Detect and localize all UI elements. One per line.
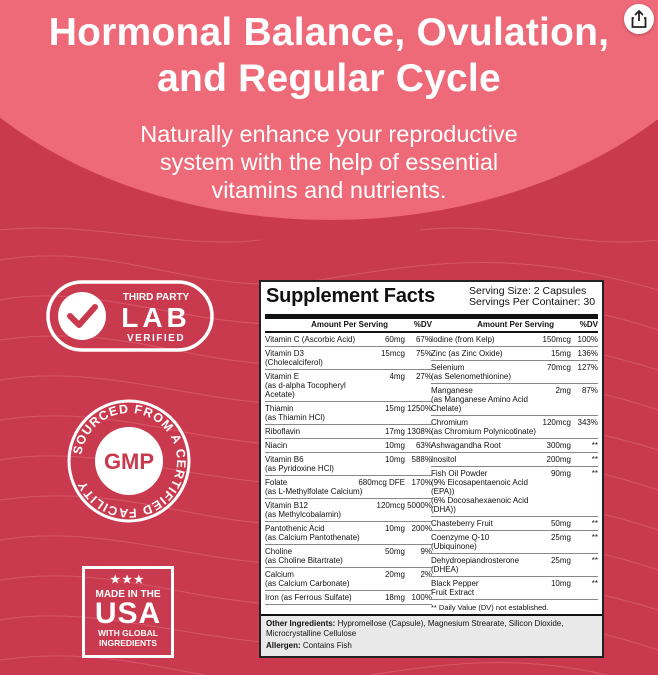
nutrient-amount: 70mcg [546, 363, 571, 372]
nutrient-source: (Ubiquinone) [431, 542, 477, 551]
usa-line-4: INGREDIENTS [98, 638, 158, 648]
nutrient-dv: 200% [411, 524, 432, 533]
nutrient-source: (as Selenomethionine) [431, 372, 512, 381]
nutrient-source: (as Calcium Pantothenate) [265, 533, 360, 542]
nutrient-amount: 18mg [384, 593, 405, 602]
nutrient-amount: 60mg [384, 335, 405, 344]
facts-row [265, 453, 432, 476]
nutrient-source: (DHEA) [431, 565, 459, 574]
nutrient-dv: 27% [415, 372, 432, 381]
nutrient-dv: 127% [577, 363, 598, 372]
facts-row [265, 402, 432, 425]
nutrient-amount: 680mcg DFE [358, 478, 405, 487]
nutrient-source: (as L-Methylfolate Calcium) [265, 487, 363, 496]
facts-row [431, 361, 598, 384]
facts-row [431, 347, 598, 361]
nutrient-amount: 2mg [555, 386, 571, 395]
gmp-ring-text: SOURCED FROM A CERTIFIED FACILITY [70, 401, 189, 521]
nutrient-name: Folate [265, 478, 288, 487]
headline [0, 10, 658, 102]
share-icon [631, 10, 647, 28]
nutrient-name: Choline [265, 547, 293, 556]
facts-row [431, 517, 598, 531]
nutrient-dv: 170% [411, 478, 432, 487]
column-header [431, 319, 598, 333]
nutrient-dv: 1308% [407, 427, 432, 436]
nutrient-amount: 15mcg [380, 349, 405, 358]
nutrient-dv: 2% [420, 570, 432, 579]
nutrient-dv: ** [591, 469, 598, 478]
facts-row [431, 467, 598, 517]
nutrient-amount: 120mcg [542, 418, 571, 427]
nutrient-source: (as Choline Bitartrate) [265, 556, 343, 565]
supplement-facts-title: Supplement Facts [266, 285, 436, 307]
usa-line-3: WITH GLOBAL [98, 628, 158, 638]
nutrient-dv: ** [591, 455, 598, 464]
nutrient-dv: ** [591, 519, 598, 528]
gmp-certified-badge [66, 398, 192, 524]
allergen-label: Allergen: [266, 641, 301, 650]
facts-row [431, 453, 598, 467]
nutrient-name: Vitamin B6 [265, 455, 304, 464]
nutrient-name: Fish Oil Powder [431, 469, 488, 478]
facts-column-left [265, 319, 432, 605]
facts-column-right [431, 319, 598, 612]
serving-info [469, 286, 595, 308]
facts-row [265, 591, 432, 605]
lab-badge-top-text: THIRD PARTY [122, 292, 190, 303]
nutrient-amount: 300mg [546, 441, 571, 450]
nutrient-source: (as Chromium Polynicotinate) [431, 427, 536, 436]
nutrient-name: Pantothenic Acid [265, 524, 325, 533]
nutrient-name: Chasteberry Fruit [431, 519, 493, 528]
nutrient-dv: 75% [415, 349, 432, 358]
dv-header: %DV [579, 320, 598, 329]
nutrient-amount: 15mg [550, 349, 571, 358]
other-ingredients-label: Other Ingredients: [266, 619, 336, 628]
dv-header: %DV [413, 320, 432, 329]
share-button[interactable] [624, 4, 654, 34]
nutrient-source: (as Methylcobalamin) [265, 510, 342, 519]
nutrient-amount: 4mg [389, 372, 405, 381]
facts-row [265, 568, 432, 591]
nutrient-source: (as Manganese Amino Acid Chelate) [431, 395, 528, 413]
nutrient-source: (Cholecalciferol) [265, 358, 323, 367]
nutrient-name: Inositol [431, 455, 457, 464]
nutrient-name: Vitamin C (Ascorbic Acid) [265, 335, 356, 344]
nutrient-amount: 10mg [384, 524, 405, 533]
nutrient-name: Iodine (from Kelp) [431, 335, 495, 344]
nutrient-name: Vitamin D3 [265, 349, 304, 358]
other-ingredients-text: Hypromellose (Capsule), Magnesium Strearate, Silicon Dioxide, Microcrystalline Cellulose [266, 619, 564, 638]
nutrient-name: Calcium [265, 570, 294, 579]
nutrient-amount: 10mg [384, 455, 405, 464]
subheadline-line-1: Naturally enhance your reproductive [140, 121, 518, 147]
serving-size: Serving Size: 2 Capsules [469, 285, 587, 297]
headline-line-1: Hormonal Balance, Ovulation, [48, 11, 610, 54]
usa-stars: ★★★ [110, 574, 146, 586]
made-in-usa-badge [82, 566, 174, 658]
nutrient-source: (9% Eicosapentaenoic Acid (EPA)) [431, 478, 528, 496]
nutrient-name: Thiamin [265, 404, 294, 413]
nutrient-dv: ** [591, 533, 598, 542]
facts-row [265, 522, 432, 545]
usa-line-1: MADE IN THE [95, 589, 161, 600]
nutrient-source: (6% Docosahexaenoic Acid (DHA)) [431, 496, 529, 514]
facts-row [265, 476, 432, 499]
nutrient-source: (as Calcium Carbonate) [265, 579, 350, 588]
lab-badge-bottom-text: VERIFIED [126, 333, 186, 344]
gmp-center-text: GMP [103, 449, 155, 474]
subheadline-line-3: vitamins and nutrients. [211, 177, 447, 203]
nutrient-name: Selenium [431, 363, 465, 372]
facts-row [431, 531, 598, 554]
facts-row [265, 333, 432, 347]
nutrient-name: Ashwagandha Root [431, 441, 501, 450]
nutrient-dv: 100% [577, 335, 598, 344]
nutrient-dv: 9% [420, 547, 432, 556]
nutrient-name: Vitamin B12 [265, 501, 308, 510]
facts-row [431, 439, 598, 453]
nutrient-name: Vitamin E [265, 372, 300, 381]
nutrient-dv: 1250% [407, 404, 432, 413]
nutrient-amount: 25mg [550, 533, 571, 542]
nutrient-amount: 25mg [550, 556, 571, 565]
facts-row [265, 425, 432, 439]
subheadline [0, 120, 658, 204]
facts-row [431, 577, 598, 600]
lab-badge-mid-text: LAB [121, 302, 191, 333]
nutrient-dv: 136% [577, 349, 598, 358]
nutrient-amount: 150mcg [542, 335, 571, 344]
nutrient-amount: 20mg [384, 570, 405, 579]
facts-row [431, 554, 598, 577]
nutrient-amount: 200mg [546, 455, 571, 464]
nutrient-amount: 120mcg [376, 501, 405, 510]
nutrient-name: Dehydroepiandrosterone [431, 556, 520, 565]
nutrient-dv: 63% [415, 441, 432, 450]
facts-row [265, 347, 432, 370]
headline-line-2: and Regular Cycle [157, 57, 501, 100]
facts-row [265, 499, 432, 522]
nutrient-dv: 67% [415, 335, 432, 344]
facts-row [265, 370, 432, 402]
nutrient-name: Iron (as Ferrous Sulfate) [265, 593, 352, 602]
facts-row [265, 439, 432, 453]
nutrient-dv: ** [591, 579, 598, 588]
third-party-lab-verified-badge [46, 280, 214, 352]
facts-row [431, 384, 598, 416]
nutrient-name: Riboflavin [265, 427, 301, 436]
nutrient-name: Coenzyme Q-10 [431, 533, 490, 542]
nutrient-dv: 100% [411, 593, 432, 602]
nutrient-dv: 5000% [407, 501, 432, 510]
nutrient-dv: 588% [411, 455, 432, 464]
usa-line-2: USA [94, 597, 162, 630]
nutrient-amount: 50mg [384, 547, 405, 556]
facts-row [431, 416, 598, 439]
servings-per-container: Servings Per Container: 30 [469, 296, 596, 308]
nutrient-amount: 10mg [384, 441, 405, 450]
supplement-facts-panel [259, 280, 604, 658]
facts-row [431, 333, 598, 347]
nutrient-name: Black Pepper [431, 579, 479, 588]
nutrient-dv: 343% [577, 418, 598, 427]
nutrient-source: (as d-alpha Tocopheryl Acetate) [265, 381, 346, 399]
allergen-text: Contains Fish [302, 641, 352, 650]
dv-footnote: ** Daily Value (DV) not established. [431, 603, 549, 612]
nutrient-name: Niacin [265, 441, 288, 450]
column-header [265, 319, 432, 333]
nutrient-source: (as Pyridoxine HCl) [265, 464, 334, 473]
nutrient-amount: 17mg [384, 427, 405, 436]
amount-header: Amount Per Serving [311, 320, 388, 329]
nutrient-source: (as Thiamin HCl) [265, 413, 325, 422]
nutrient-dv: ** [591, 441, 598, 450]
nutrient-amount: 10mg [550, 579, 571, 588]
nutrient-amount: 50mg [550, 519, 571, 528]
nutrient-name: Manganese [431, 386, 473, 395]
nutrient-dv: 87% [581, 386, 598, 395]
amount-header: Amount Per Serving [477, 320, 554, 329]
nutrient-amount: 90mg [550, 469, 571, 478]
nutrient-amount: 15mg [384, 404, 405, 413]
nutrient-dv: ** [591, 556, 598, 565]
ingredients-section [261, 614, 602, 656]
subheadline-line-2: system with the help of essential [159, 149, 499, 175]
nutrient-source: Fruit Extract [431, 588, 475, 597]
nutrient-name: Zinc (as Zinc Oxide) [431, 349, 503, 358]
facts-row [265, 545, 432, 568]
nutrient-name: Chromium [431, 418, 468, 427]
